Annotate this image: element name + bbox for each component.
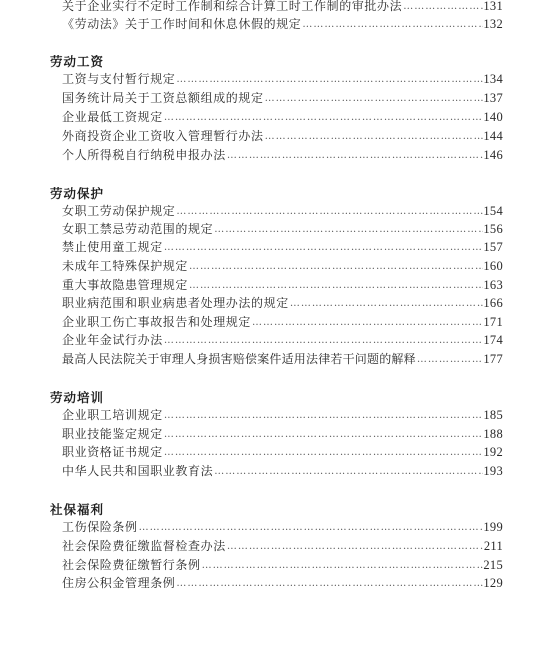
toc-entry-page: 171: [483, 315, 503, 329]
toc-dot-leader: [163, 445, 484, 461]
toc-entry[interactable]: [62, 443, 503, 461]
toc-entry-title: 最高人民法院关于审理人身损害赔偿案件适用法律若干问题的解释: [62, 352, 416, 366]
toc-entry[interactable]: [62, 127, 503, 145]
toc-entry-title: 关于企业实行不定时工作制和综合计算工时工作制的审批办法: [62, 0, 403, 13]
toc-entry[interactable]: [62, 462, 503, 480]
toc-entry-page: 156: [483, 222, 503, 236]
toc-entry-page: 163: [483, 278, 503, 292]
toc-entry-title: 工资与支付暂行规定: [62, 72, 176, 86]
toc-dot-leader: [163, 240, 484, 256]
toc-entry-page: 188: [483, 427, 503, 441]
toc-dot-leader: [226, 539, 484, 555]
toc-dot-leader: [175, 576, 483, 592]
toc-entry-title: 个人所得税自行纳税申报办法: [62, 148, 226, 162]
toc-entry-title: 重大事故隐患管理规定: [62, 278, 189, 292]
toc-entry[interactable]: [62, 556, 503, 574]
section-heading: 社保福利: [50, 502, 105, 517]
toc-entry-page: 146: [483, 148, 503, 162]
toc-entry[interactable]: [62, 108, 503, 126]
toc-entry-page: 157: [483, 240, 503, 254]
toc-entry[interactable]: [62, 89, 503, 107]
toc-entry-title: 外商投资企业工资收入管理暂行办法: [62, 129, 264, 143]
toc-entry-page: 134: [483, 72, 503, 86]
toc-dot-leader: [163, 110, 484, 126]
toc-dot-leader: [163, 427, 484, 443]
toc-entry-page: 140: [483, 110, 503, 124]
toc-entry-page: 193: [483, 464, 503, 478]
toc-entry-title: 住房公积金管理条例: [62, 576, 176, 590]
toc-entry-page: 211: [483, 539, 503, 553]
toc-dot-leader: [213, 464, 483, 480]
toc-entry-title: 中华人民共和国职业教育法: [62, 464, 214, 478]
toc-entry-page: 215: [483, 558, 503, 572]
toc-entry[interactable]: [62, 350, 503, 368]
toc-entry[interactable]: [62, 238, 503, 256]
toc-dot-leader: [201, 558, 484, 574]
toc-entry-title: 女职工劳动保护规定: [62, 204, 176, 218]
toc-entry[interactable]: [62, 537, 503, 555]
toc-entry[interactable]: [62, 70, 503, 88]
toc-entry-title: 企业最低工资规定: [62, 110, 163, 124]
toc-dot-leader: [226, 148, 484, 164]
toc-entry-page: 174: [483, 333, 503, 347]
section-heading: 劳动培训: [50, 390, 105, 405]
toc-entry[interactable]: [62, 294, 503, 312]
toc-dot-leader: [175, 72, 483, 88]
toc-entry-title: 企业职工伤亡事故报告和处理规定: [62, 315, 252, 329]
section-heading: 劳动工资: [50, 54, 105, 69]
toc-entry-page: 129: [483, 576, 503, 590]
toc-dot-leader: [163, 333, 484, 349]
toc-dot-leader: [188, 259, 483, 275]
toc-dot-leader: [264, 91, 484, 107]
toc-entry[interactable]: [62, 574, 503, 592]
toc-entry-page: 137: [483, 91, 503, 105]
toc-dot-leader: [402, 0, 483, 15]
toc-entry-title: 女职工禁忌劳动范围的规定: [62, 222, 214, 236]
toc-dot-leader: [264, 129, 484, 145]
toc-entry-page: 131: [483, 0, 503, 13]
toc-entry-page: 154: [483, 204, 503, 218]
toc-entry[interactable]: [62, 202, 503, 220]
toc-entry-title: 职业资格证书规定: [62, 445, 163, 459]
toc-entry[interactable]: [62, 257, 503, 275]
toc-entry-title: 《劳动法》关于工作时间和休息休假的规定: [62, 17, 302, 31]
toc-entry-title: 社会保险费征缴监督检查办法: [62, 539, 226, 553]
toc-entry-title: 国务统计局关于工资总额组成的规定: [62, 91, 264, 105]
toc-entry-page: 166: [483, 296, 503, 310]
section-heading: 劳动保护: [50, 186, 105, 201]
toc-entry[interactable]: [62, 425, 503, 443]
toc-entry-title: 职业技能鉴定规定: [62, 427, 163, 441]
toc-dot-leader: [289, 296, 484, 312]
toc-dot-leader: [416, 352, 484, 368]
toc-entry-title: 企业年金试行办法: [62, 333, 163, 347]
toc-entry-page: 132: [483, 17, 503, 31]
toc-entry[interactable]: [62, 146, 503, 164]
toc-entry[interactable]: [62, 406, 503, 424]
toc-entry[interactable]: [62, 518, 503, 536]
toc-entry-page: 192: [483, 445, 503, 459]
toc-entry-title: 职业病范围和职业病患者处理办法的规定: [62, 296, 289, 310]
toc-entry[interactable]: [62, 15, 503, 33]
toc-dot-leader: [213, 222, 483, 238]
toc-entry[interactable]: [62, 276, 503, 294]
toc-entry-page: 199: [483, 520, 503, 534]
toc-dot-leader: [251, 315, 483, 331]
toc-entry[interactable]: [62, 313, 503, 331]
toc-entry-page: 160: [483, 259, 503, 273]
toc-entry-page: 144: [483, 129, 503, 143]
toc-dot-leader: [301, 17, 483, 33]
toc-entry-page: 177: [483, 352, 503, 366]
toc-dot-leader: [163, 408, 484, 424]
toc-entry-title: 企业职工培训规定: [62, 408, 163, 422]
toc-entry[interactable]: [62, 331, 503, 349]
toc-entry[interactable]: [62, 0, 503, 15]
toc-entry[interactable]: [62, 220, 503, 238]
toc-entry-page: 185: [483, 408, 503, 422]
toc-entry-title: 未成年工特殊保护规定: [62, 259, 189, 273]
toc-entry-title: 社会保险费征缴暂行条例: [62, 558, 201, 572]
toc-entry-title: 禁止使用童工规定: [62, 240, 163, 254]
toc-dot-leader: [188, 278, 483, 294]
toc-dot-leader: [175, 204, 483, 220]
toc-dot-leader: [138, 520, 484, 536]
toc-entry-title: 工伤保险条例: [62, 520, 138, 534]
